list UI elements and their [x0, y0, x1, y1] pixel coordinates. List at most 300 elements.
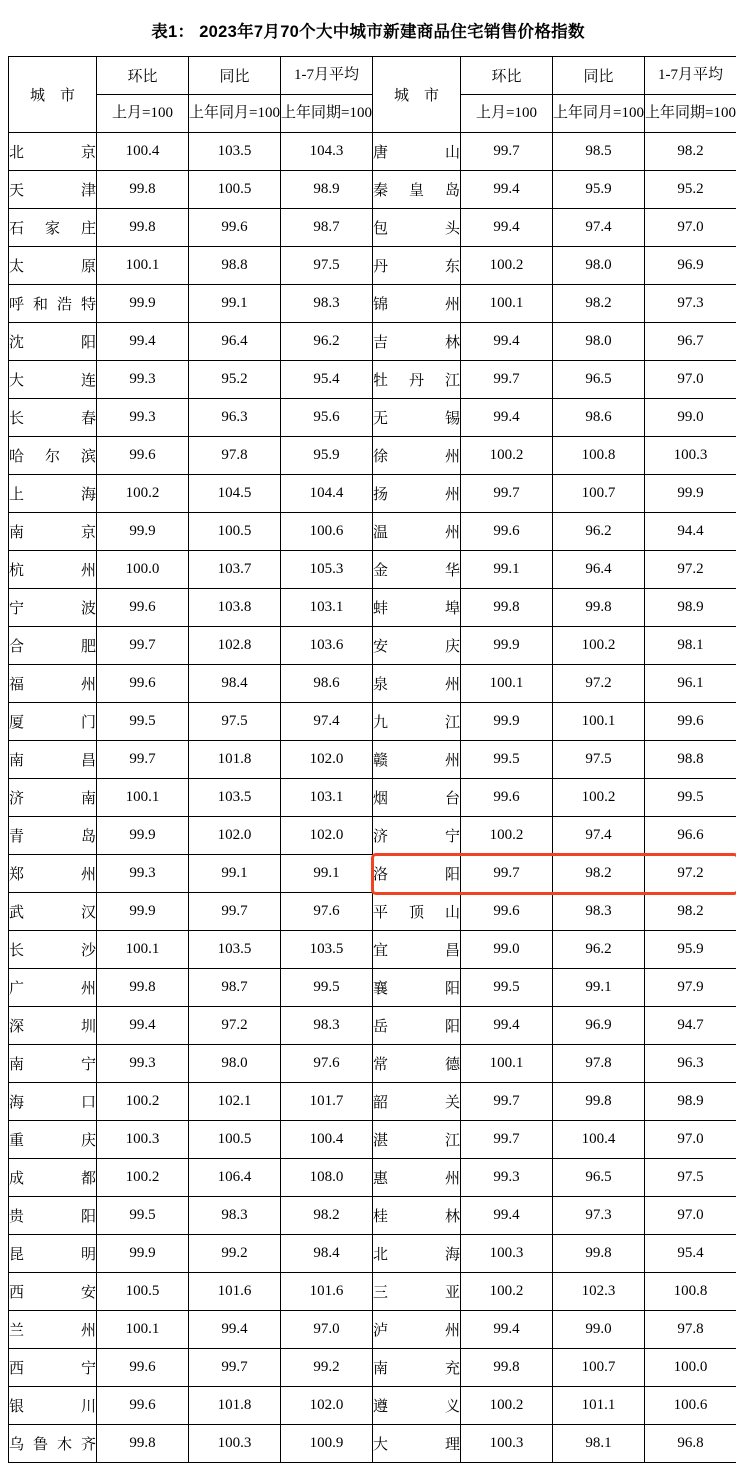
value-avg-right: 96.6 [645, 817, 736, 855]
city-name-left: 南 宁 [9, 1045, 97, 1083]
header-group-mom-right: 环比 [461, 57, 553, 95]
city-name-right: 平顶山 [373, 893, 461, 931]
value-avg-left: 98.9 [281, 171, 373, 209]
value-mom-left: 99.7 [97, 741, 189, 779]
value-mom-right: 100.2 [461, 437, 553, 475]
value-yoy-left: 96.3 [189, 399, 281, 437]
value-yoy-right: 101.1 [553, 1387, 645, 1425]
city-name-right: 大 理 [373, 1425, 461, 1463]
value-avg-right: 97.0 [645, 209, 736, 247]
value-avg-right: 96.3 [645, 1045, 736, 1083]
value-mom-right: 100.1 [461, 285, 553, 323]
value-yoy-right: 99.8 [553, 1235, 645, 1273]
value-avg-left: 95.9 [281, 437, 373, 475]
table-row [9, 855, 736, 893]
value-yoy-left: 99.2 [189, 1235, 281, 1273]
value-yoy-right: 97.3 [553, 1197, 645, 1235]
table-row [9, 437, 736, 475]
value-mom-right: 99.5 [461, 969, 553, 1007]
city-name-right: 泉 州 [373, 665, 461, 703]
header-group-yoy-right: 同比 [553, 57, 645, 95]
header-group-avg-left: 1-7月平均 [281, 57, 373, 95]
value-mom-right: 99.4 [461, 399, 553, 437]
value-yoy-right: 99.0 [553, 1311, 645, 1349]
city-name-left: 广 州 [9, 969, 97, 1007]
city-name-left: 福 州 [9, 665, 97, 703]
value-avg-right: 97.5 [645, 1159, 736, 1197]
table-row [9, 133, 736, 171]
city-name-right: 丹 东 [373, 247, 461, 285]
value-mom-left: 100.5 [97, 1273, 189, 1311]
value-mom-left: 99.4 [97, 1007, 189, 1045]
table-row [9, 1197, 736, 1235]
value-yoy-left: 103.5 [189, 133, 281, 171]
city-name-left: 银 川 [9, 1387, 97, 1425]
value-avg-right: 98.1 [645, 627, 736, 665]
value-avg-right: 99.9 [645, 475, 736, 513]
value-yoy-left: 97.8 [189, 437, 281, 475]
value-yoy-right: 96.2 [553, 931, 645, 969]
city-name-left: 沈 阳 [9, 323, 97, 361]
value-avg-left: 101.6 [281, 1273, 373, 1311]
value-mom-right: 99.6 [461, 513, 553, 551]
city-name-right: 安 庆 [373, 627, 461, 665]
city-name-right: 唐 山 [373, 133, 461, 171]
value-mom-right: 99.6 [461, 893, 553, 931]
value-avg-right: 100.3 [645, 437, 736, 475]
table-row [9, 1349, 736, 1387]
value-mom-left: 100.1 [97, 247, 189, 285]
header-group-mom-left: 环比 [97, 57, 189, 95]
city-name-left: 长 沙 [9, 931, 97, 969]
value-avg-right: 95.2 [645, 171, 736, 209]
value-avg-left: 105.3 [281, 551, 373, 589]
value-yoy-right: 100.1 [553, 703, 645, 741]
value-mom-left: 99.5 [97, 703, 189, 741]
value-avg-left: 103.1 [281, 589, 373, 627]
city-name-left: 乌鲁木齐 [9, 1425, 97, 1463]
value-yoy-right: 100.2 [553, 779, 645, 817]
value-mom-left: 99.9 [97, 817, 189, 855]
city-name-left: 海 口 [9, 1083, 97, 1121]
city-name-right: 南 充 [373, 1349, 461, 1387]
value-avg-left: 98.7 [281, 209, 373, 247]
header-group-yoy-left: 同比 [189, 57, 281, 95]
value-mom-right: 100.2 [461, 247, 553, 285]
value-avg-right: 97.0 [645, 1121, 736, 1159]
value-avg-right: 94.4 [645, 513, 736, 551]
city-name-left: 青 岛 [9, 817, 97, 855]
value-yoy-left: 100.3 [189, 1425, 281, 1463]
value-yoy-left: 102.0 [189, 817, 281, 855]
city-name-left: 太 原 [9, 247, 97, 285]
value-avg-right: 95.4 [645, 1235, 736, 1273]
city-name-right: 牡丹江 [373, 361, 461, 399]
city-name-left: 杭 州 [9, 551, 97, 589]
city-name-left: 西 安 [9, 1273, 97, 1311]
city-name-left: 呼和浩特 [9, 285, 97, 323]
value-avg-left: 101.7 [281, 1083, 373, 1121]
table-row [9, 1273, 736, 1311]
value-mom-right: 99.8 [461, 589, 553, 627]
header-city-right: 城 市 [373, 57, 461, 133]
table-row [9, 171, 736, 209]
value-yoy-left: 103.8 [189, 589, 281, 627]
value-mom-right: 99.7 [461, 475, 553, 513]
value-mom-left: 100.1 [97, 779, 189, 817]
value-avg-left: 99.2 [281, 1349, 373, 1387]
value-yoy-right: 102.3 [553, 1273, 645, 1311]
value-avg-right: 97.0 [645, 1197, 736, 1235]
value-avg-right: 97.2 [645, 551, 736, 589]
table-header [9, 57, 736, 133]
value-avg-left: 100.4 [281, 1121, 373, 1159]
value-mom-right: 99.4 [461, 323, 553, 361]
table-row [9, 475, 736, 513]
value-mom-left: 100.0 [97, 551, 189, 589]
value-mom-left: 100.1 [97, 931, 189, 969]
city-name-right: 金 华 [373, 551, 461, 589]
table-header-row-bases [9, 95, 736, 133]
value-avg-right: 96.7 [645, 323, 736, 361]
value-yoy-left: 99.7 [189, 893, 281, 931]
value-mom-right: 99.6 [461, 779, 553, 817]
page-title: 表1： 2023年7月70个大中城市新建商品住宅销售价格指数 [0, 0, 736, 56]
value-avg-left: 102.0 [281, 741, 373, 779]
value-yoy-right: 97.2 [553, 665, 645, 703]
city-name-right: 泸 州 [373, 1311, 461, 1349]
value-avg-left: 98.3 [281, 285, 373, 323]
value-mom-right: 99.7 [461, 855, 553, 893]
value-yoy-right: 97.5 [553, 741, 645, 779]
value-yoy-right: 99.1 [553, 969, 645, 1007]
value-yoy-left: 99.6 [189, 209, 281, 247]
value-mom-left: 99.8 [97, 1425, 189, 1463]
table-row [9, 817, 736, 855]
table-body [9, 133, 736, 1463]
city-name-right: 锦 州 [373, 285, 461, 323]
value-avg-right: 96.1 [645, 665, 736, 703]
value-yoy-right: 99.8 [553, 589, 645, 627]
value-avg-left: 98.2 [281, 1197, 373, 1235]
table-row [9, 779, 736, 817]
city-name-right: 三 亚 [373, 1273, 461, 1311]
value-mom-left: 99.3 [97, 399, 189, 437]
value-avg-right: 100.6 [645, 1387, 736, 1425]
value-yoy-left: 102.1 [189, 1083, 281, 1121]
table-row [9, 513, 736, 551]
value-avg-right: 97.9 [645, 969, 736, 1007]
value-yoy-left: 100.5 [189, 171, 281, 209]
value-mom-left: 99.3 [97, 361, 189, 399]
table-row [9, 969, 736, 1007]
value-avg-left: 97.6 [281, 893, 373, 931]
table-row [9, 285, 736, 323]
value-yoy-left: 99.1 [189, 285, 281, 323]
value-avg-right: 98.2 [645, 893, 736, 931]
city-name-right: 济 宁 [373, 817, 461, 855]
city-name-left: 天 津 [9, 171, 97, 209]
city-name-right: 宜 昌 [373, 931, 461, 969]
value-yoy-right: 98.3 [553, 893, 645, 931]
city-name-left: 长 春 [9, 399, 97, 437]
value-yoy-right: 100.2 [553, 627, 645, 665]
value-mom-right: 100.2 [461, 817, 553, 855]
value-yoy-right: 98.0 [553, 323, 645, 361]
value-mom-right: 100.2 [461, 1273, 553, 1311]
value-mom-left: 99.6 [97, 589, 189, 627]
value-mom-left: 99.9 [97, 1235, 189, 1273]
value-yoy-left: 96.4 [189, 323, 281, 361]
city-name-right: 秦皇岛 [373, 171, 461, 209]
table-row [9, 589, 736, 627]
value-yoy-right: 100.4 [553, 1121, 645, 1159]
header-base-avg-left: 上年同期=100 [281, 95, 373, 133]
value-mom-left: 99.6 [97, 665, 189, 703]
value-yoy-right: 95.9 [553, 171, 645, 209]
value-yoy-right: 97.4 [553, 817, 645, 855]
value-avg-left: 98.6 [281, 665, 373, 703]
city-name-right: 烟 台 [373, 779, 461, 817]
table-row [9, 1045, 736, 1083]
value-yoy-right: 100.7 [553, 475, 645, 513]
city-name-right: 扬 州 [373, 475, 461, 513]
value-yoy-right: 100.7 [553, 1349, 645, 1387]
value-mom-left: 100.2 [97, 1083, 189, 1121]
value-yoy-right: 97.4 [553, 209, 645, 247]
table-row [9, 627, 736, 665]
city-name-left: 合 肥 [9, 627, 97, 665]
value-avg-right: 99.5 [645, 779, 736, 817]
table-row [9, 1311, 736, 1349]
value-avg-left: 95.6 [281, 399, 373, 437]
value-mom-left: 99.9 [97, 893, 189, 931]
value-mom-right: 99.4 [461, 1197, 553, 1235]
value-mom-right: 100.1 [461, 665, 553, 703]
value-mom-right: 99.7 [461, 1083, 553, 1121]
value-avg-left: 96.2 [281, 323, 373, 361]
table-row [9, 247, 736, 285]
city-name-left: 大 连 [9, 361, 97, 399]
city-name-left: 上 海 [9, 475, 97, 513]
value-yoy-right: 96.2 [553, 513, 645, 551]
value-mom-right: 99.7 [461, 361, 553, 399]
value-yoy-right: 96.9 [553, 1007, 645, 1045]
value-yoy-left: 103.7 [189, 551, 281, 589]
table-row [9, 665, 736, 703]
city-name-right: 岳 阳 [373, 1007, 461, 1045]
value-avg-left: 99.5 [281, 969, 373, 1007]
value-avg-left: 103.1 [281, 779, 373, 817]
value-mom-left: 99.9 [97, 285, 189, 323]
city-name-left: 兰 州 [9, 1311, 97, 1349]
city-name-left: 南 昌 [9, 741, 97, 779]
value-yoy-left: 97.2 [189, 1007, 281, 1045]
table-row [9, 741, 736, 779]
city-name-left: 宁 波 [9, 589, 97, 627]
city-name-left: 深 圳 [9, 1007, 97, 1045]
city-name-left: 南 京 [9, 513, 97, 551]
value-avg-right: 97.2 [645, 855, 736, 893]
city-name-right: 桂 林 [373, 1197, 461, 1235]
value-avg-left: 95.4 [281, 361, 373, 399]
table-row [9, 323, 736, 361]
city-name-left: 昆 明 [9, 1235, 97, 1273]
table-row [9, 1235, 736, 1273]
value-avg-left: 97.0 [281, 1311, 373, 1349]
value-mom-right: 99.3 [461, 1159, 553, 1197]
value-yoy-right: 99.8 [553, 1083, 645, 1121]
value-mom-right: 99.7 [461, 1121, 553, 1159]
value-avg-left: 102.0 [281, 817, 373, 855]
table-row [9, 551, 736, 589]
value-mom-left: 99.9 [97, 513, 189, 551]
value-avg-left: 103.5 [281, 931, 373, 969]
value-yoy-right: 98.6 [553, 399, 645, 437]
value-yoy-right: 98.2 [553, 285, 645, 323]
city-name-left: 贵 阳 [9, 1197, 97, 1235]
value-avg-left: 100.9 [281, 1425, 373, 1463]
table-row [9, 893, 736, 931]
city-name-left: 郑 州 [9, 855, 97, 893]
value-yoy-left: 103.5 [189, 931, 281, 969]
value-yoy-left: 106.4 [189, 1159, 281, 1197]
value-yoy-left: 98.7 [189, 969, 281, 1007]
value-avg-left: 104.3 [281, 133, 373, 171]
value-yoy-left: 99.1 [189, 855, 281, 893]
city-name-left: 济 南 [9, 779, 97, 817]
value-yoy-right: 98.1 [553, 1425, 645, 1463]
table-row [9, 1121, 736, 1159]
value-yoy-right: 98.5 [553, 133, 645, 171]
value-mom-right: 99.5 [461, 741, 553, 779]
city-name-right: 无 锡 [373, 399, 461, 437]
value-avg-left: 99.1 [281, 855, 373, 893]
city-name-right: 九 江 [373, 703, 461, 741]
value-avg-right: 98.8 [645, 741, 736, 779]
value-avg-right: 97.0 [645, 361, 736, 399]
value-avg-left: 97.6 [281, 1045, 373, 1083]
table-row [9, 1007, 736, 1045]
value-mom-left: 99.6 [97, 1349, 189, 1387]
value-avg-right: 97.8 [645, 1311, 736, 1349]
city-name-right: 常 德 [373, 1045, 461, 1083]
value-mom-right: 99.4 [461, 209, 553, 247]
value-avg-left: 98.4 [281, 1235, 373, 1273]
value-yoy-left: 102.8 [189, 627, 281, 665]
value-avg-right: 100.8 [645, 1273, 736, 1311]
value-mom-left: 100.2 [97, 1159, 189, 1197]
value-avg-right: 98.2 [645, 133, 736, 171]
value-mom-left: 100.1 [97, 1311, 189, 1349]
value-mom-right: 99.9 [461, 627, 553, 665]
value-avg-right: 99.6 [645, 703, 736, 741]
value-yoy-left: 97.5 [189, 703, 281, 741]
value-yoy-right: 98.2 [553, 855, 645, 893]
city-name-right: 韶 关 [373, 1083, 461, 1121]
value-mom-right: 100.3 [461, 1425, 553, 1463]
table-row [9, 1425, 736, 1463]
header-city-left: 城 市 [9, 57, 97, 133]
city-name-right: 湛 江 [373, 1121, 461, 1159]
value-mom-left: 99.3 [97, 1045, 189, 1083]
value-yoy-left: 99.4 [189, 1311, 281, 1349]
city-name-left: 成 都 [9, 1159, 97, 1197]
value-avg-left: 108.0 [281, 1159, 373, 1197]
table-header-row-groups [9, 57, 736, 95]
value-mom-left: 99.8 [97, 171, 189, 209]
value-mom-right: 99.1 [461, 551, 553, 589]
value-yoy-left: 100.5 [189, 1121, 281, 1159]
value-avg-right: 94.7 [645, 1007, 736, 1045]
table-row [9, 1387, 736, 1425]
value-mom-left: 99.5 [97, 1197, 189, 1235]
value-yoy-left: 101.6 [189, 1273, 281, 1311]
header-base-mom-left: 上月=100 [97, 95, 189, 133]
value-mom-right: 99.9 [461, 703, 553, 741]
city-name-right: 温 州 [373, 513, 461, 551]
value-mom-left: 100.3 [97, 1121, 189, 1159]
table-row [9, 209, 736, 247]
header-group-avg-right: 1-7月平均 [645, 57, 736, 95]
table-row [9, 931, 736, 969]
value-avg-right: 97.3 [645, 285, 736, 323]
value-mom-right: 99.7 [461, 133, 553, 171]
value-yoy-right: 96.4 [553, 551, 645, 589]
value-avg-right: 98.9 [645, 1083, 736, 1121]
value-yoy-left: 103.5 [189, 779, 281, 817]
value-avg-right: 96.9 [645, 247, 736, 285]
value-mom-left: 100.2 [97, 475, 189, 513]
city-name-right: 洛 阳 [373, 855, 461, 893]
city-name-left: 武 汉 [9, 893, 97, 931]
city-name-right: 赣 州 [373, 741, 461, 779]
city-name-right: 蚌 埠 [373, 589, 461, 627]
value-mom-right: 99.4 [461, 171, 553, 209]
table-row [9, 703, 736, 741]
city-name-left: 重 庆 [9, 1121, 97, 1159]
table-row [9, 399, 736, 437]
city-name-right: 襄 阳 [373, 969, 461, 1007]
value-mom-right: 100.2 [461, 1387, 553, 1425]
city-name-right: 吉 林 [373, 323, 461, 361]
value-yoy-left: 100.5 [189, 513, 281, 551]
value-yoy-left: 95.2 [189, 361, 281, 399]
value-yoy-right: 96.5 [553, 1159, 645, 1197]
header-base-yoy-left: 上年同月=100 [189, 95, 281, 133]
city-name-left: 石家庄 [9, 209, 97, 247]
value-mom-right: 99.0 [461, 931, 553, 969]
value-avg-right: 99.0 [645, 399, 736, 437]
city-name-right: 北 海 [373, 1235, 461, 1273]
value-avg-left: 97.4 [281, 703, 373, 741]
value-avg-left: 103.6 [281, 627, 373, 665]
header-base-yoy-right: 上年同月=100 [553, 95, 645, 133]
city-name-right: 包 头 [373, 209, 461, 247]
value-yoy-right: 98.0 [553, 247, 645, 285]
value-yoy-right: 97.8 [553, 1045, 645, 1083]
table-row [9, 361, 736, 399]
value-mom-left: 99.6 [97, 1387, 189, 1425]
value-avg-left: 100.6 [281, 513, 373, 551]
value-mom-left: 99.6 [97, 437, 189, 475]
value-mom-right: 100.1 [461, 1045, 553, 1083]
value-mom-left: 100.4 [97, 133, 189, 171]
city-name-right: 徐 州 [373, 437, 461, 475]
value-yoy-left: 101.8 [189, 1387, 281, 1425]
value-avg-right: 96.8 [645, 1425, 736, 1463]
city-name-left: 北 京 [9, 133, 97, 171]
